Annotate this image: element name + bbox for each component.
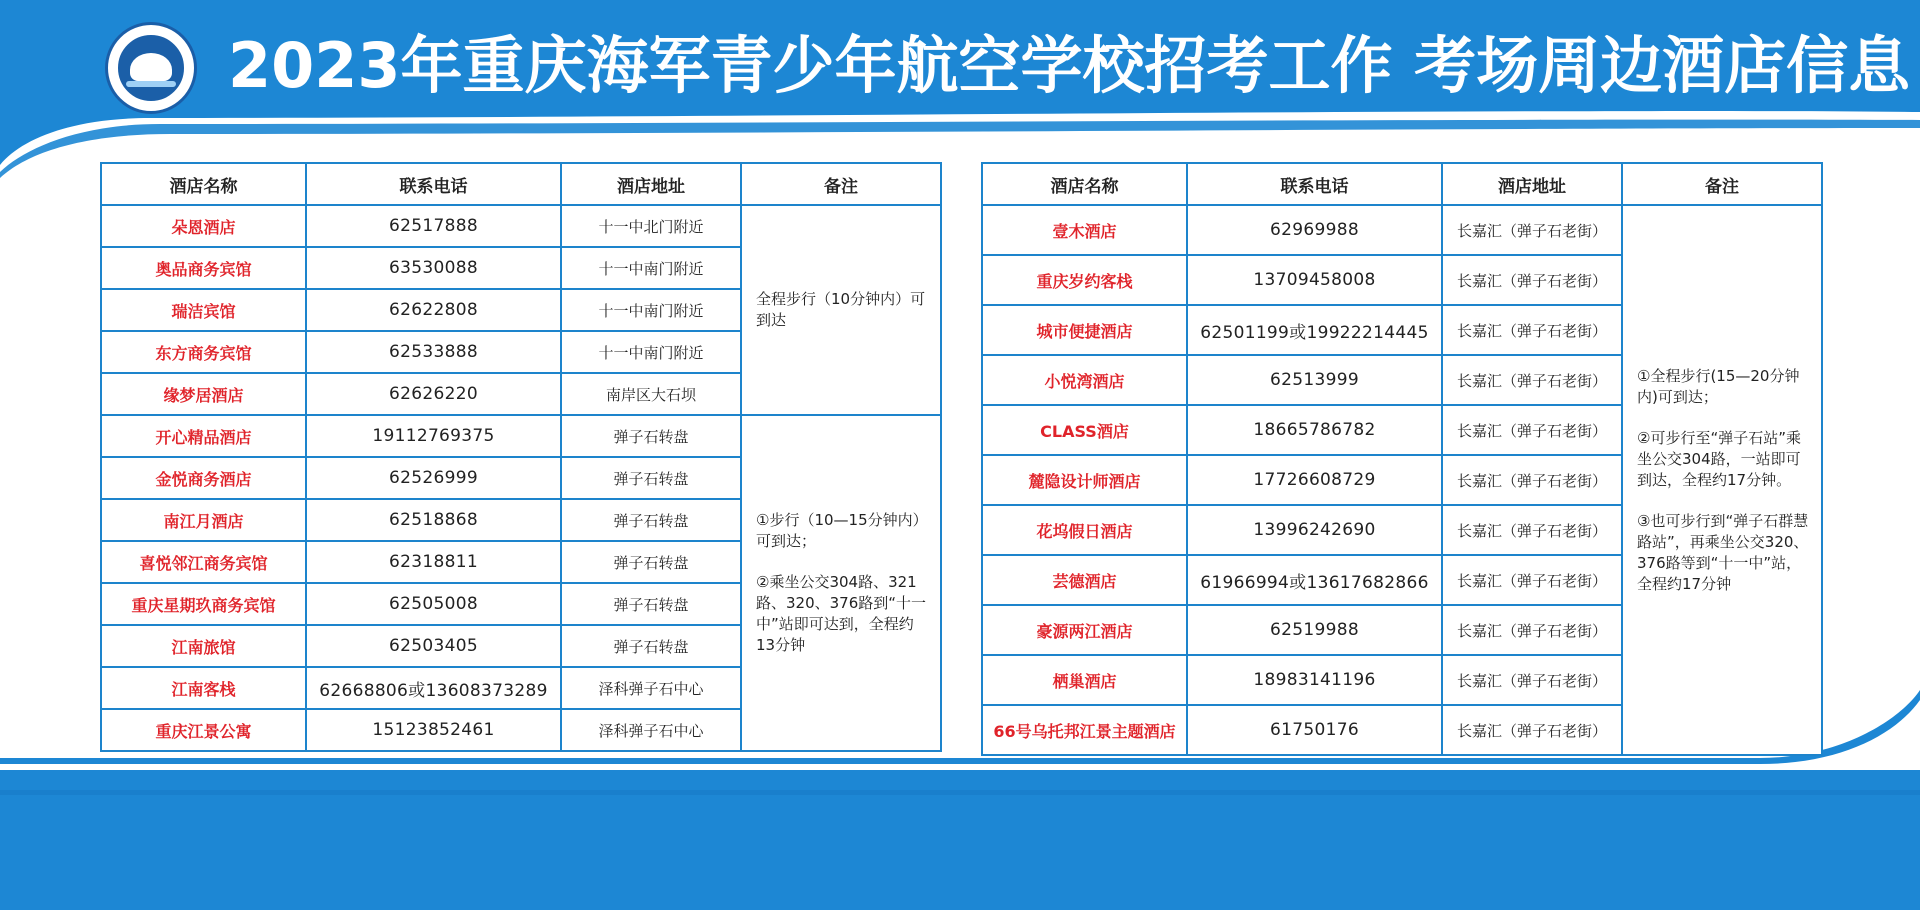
hotel-phone: 62318811 bbox=[306, 541, 561, 583]
hotel-phone: 63530088 bbox=[306, 247, 561, 289]
hotel-name: 东方商务宾馆 bbox=[101, 331, 306, 373]
hotel-address: 弹子石转盘 bbox=[561, 541, 741, 583]
page-title: 2023年重庆海军青少年航空学校招考工作 考场周边酒店信息 bbox=[228, 29, 1911, 102]
hotel-address: 弹子石转盘 bbox=[561, 499, 741, 541]
hotel-name: 城市便捷酒店 bbox=[982, 305, 1187, 355]
hotel-address: 十一中南门附近 bbox=[561, 331, 741, 373]
hotel-address: 十一中北门附近 bbox=[561, 205, 741, 247]
hotel-address: 长嘉汇（弹子石老街） bbox=[1442, 705, 1622, 755]
col-header-phone: 联系电话 bbox=[306, 163, 561, 205]
hotel-address: 长嘉汇（弹子石老街） bbox=[1442, 405, 1622, 455]
hotel-phone: 13709458008 bbox=[1187, 255, 1442, 305]
hotel-name: 66号乌托邦江景主题酒店 bbox=[982, 705, 1187, 755]
hotel-address: 长嘉汇（弹子石老街） bbox=[1442, 255, 1622, 305]
hotel-name: 缘梦居酒店 bbox=[101, 373, 306, 415]
hotel-name: 麓隐设计师酒店 bbox=[982, 455, 1187, 505]
hotel-address: 长嘉汇（弹子石老街） bbox=[1442, 505, 1622, 555]
hotel-phone: 13996242690 bbox=[1187, 505, 1442, 555]
hotel-name: 栖巢酒店 bbox=[982, 655, 1187, 705]
note-paragraph: ①全程步行(15—20分钟内)可到达； bbox=[1637, 366, 1800, 406]
hotel-address: 弹子石转盘 bbox=[561, 583, 741, 625]
hotel-name: 江南客栈 bbox=[101, 667, 306, 709]
col-header-address: 酒店地址 bbox=[1442, 163, 1622, 205]
table-row bbox=[101, 415, 941, 457]
table-row bbox=[982, 205, 1822, 255]
table-row bbox=[101, 205, 941, 247]
hotel-address: 长嘉汇（弹子石老街） bbox=[1442, 455, 1622, 505]
hotel-name: 金悦商务酒店 bbox=[101, 457, 306, 499]
hotel-phone: 15123852461 bbox=[306, 709, 561, 751]
hotel-address: 长嘉汇（弹子石老街） bbox=[1442, 205, 1622, 255]
hotel-table-right bbox=[981, 162, 1823, 756]
hotel-phone: 61750176 bbox=[1187, 705, 1442, 755]
col-header-note: 备注 bbox=[741, 163, 941, 205]
hotel-address: 长嘉汇（弹子石老街） bbox=[1442, 355, 1622, 405]
table-header-row bbox=[101, 163, 941, 205]
hotel-address: 泽科弹子石中心 bbox=[561, 667, 741, 709]
col-header-phone: 联系电话 bbox=[1187, 163, 1442, 205]
hotel-name: 江南旅馆 bbox=[101, 625, 306, 667]
hotel-address: 长嘉汇（弹子石老街） bbox=[1442, 655, 1622, 705]
hotel-phone: 62526999 bbox=[306, 457, 561, 499]
hotel-phone: 62626220 bbox=[306, 373, 561, 415]
hotel-address: 长嘉汇（弹子石老街） bbox=[1442, 305, 1622, 355]
hotel-phone: 62518868 bbox=[306, 499, 561, 541]
note-paragraph: 全程步行（10分钟内）可到达 bbox=[756, 290, 926, 329]
hotel-name: 奥品商务宾馆 bbox=[101, 247, 306, 289]
hotel-name: 南江月酒店 bbox=[101, 499, 306, 541]
hotel-phone: 62519988 bbox=[1187, 605, 1442, 655]
hotel-phone: 62503405 bbox=[306, 625, 561, 667]
hotel-address: 弹子石转盘 bbox=[561, 457, 741, 499]
hotel-name: 开心精品酒店 bbox=[101, 415, 306, 457]
col-header-note: 备注 bbox=[1622, 163, 1822, 205]
col-header-address: 酒店地址 bbox=[561, 163, 741, 205]
hotel-name: 喜悦邻江商务宾馆 bbox=[101, 541, 306, 583]
hotel-address: 长嘉汇（弹子石老街） bbox=[1442, 605, 1622, 655]
hotel-phone: 62533888 bbox=[306, 331, 561, 373]
hotel-phone: 62513999 bbox=[1187, 355, 1442, 405]
hotel-phone: 19112769375 bbox=[306, 415, 561, 457]
hotel-name: 豪源两江酒店 bbox=[982, 605, 1187, 655]
hotel-phone: 62668806或13608373289 bbox=[306, 667, 561, 709]
hotel-address: 十一中南门附近 bbox=[561, 289, 741, 331]
note-paragraph: ①步行（10—15分钟内）可到达； bbox=[756, 511, 928, 550]
col-header-name: 酒店名称 bbox=[101, 163, 306, 205]
hotel-address: 泽科弹子石中心 bbox=[561, 709, 741, 751]
hotel-phone: 62505008 bbox=[306, 583, 561, 625]
hotel-phone: 61966994或13617682866 bbox=[1187, 555, 1442, 605]
hotel-address: 南岸区大石坝 bbox=[561, 373, 741, 415]
hotel-phone: 18665786782 bbox=[1187, 405, 1442, 455]
hotel-address: 弹子石转盘 bbox=[561, 415, 741, 457]
hotel-address: 长嘉汇（弹子石老街） bbox=[1442, 555, 1622, 605]
hotel-table-left bbox=[100, 162, 942, 752]
hotel-name: 重庆岁约客栈 bbox=[982, 255, 1187, 305]
note-paragraph: ③也可步行到“弹子石群慧路站”，再乘坐公交320、376路等到“十一中”站，全程约17分钟 bbox=[1637, 511, 1809, 593]
hotel-name: 花坞假日酒店 bbox=[982, 505, 1187, 555]
hotel-name: 重庆星期玖商务宾馆 bbox=[101, 583, 306, 625]
hotel-phone: 18983141196 bbox=[1187, 655, 1442, 705]
note-paragraph: ②乘坐公交304路、321路、320、376路到“十一中”站即可达到，全程约13分钟 bbox=[756, 573, 927, 654]
hotel-address: 十一中南门附近 bbox=[561, 247, 741, 289]
table-header-row bbox=[982, 163, 1822, 205]
hotel-phone: 62969988 bbox=[1187, 205, 1442, 255]
hotel-address: 弹子石转盘 bbox=[561, 625, 741, 667]
hotel-phone: 62517888 bbox=[306, 205, 561, 247]
hotel-phone: 17726608729 bbox=[1187, 455, 1442, 505]
school-emblem-icon bbox=[105, 22, 197, 114]
note-cell-directions bbox=[1622, 205, 1822, 755]
hotel-name: CLASS酒店 bbox=[982, 405, 1187, 455]
hotel-name: 芸德酒店 bbox=[982, 555, 1187, 605]
hotel-name: 瑞洁宾馆 bbox=[101, 289, 306, 331]
hotel-name: 朵恩酒店 bbox=[101, 205, 306, 247]
hotel-phone: 62501199或19922214445 bbox=[1187, 305, 1442, 355]
note-paragraph: ②可步行至“弹子石站”乘坐公交304路，一站即可到达，全程约17分钟。 bbox=[1637, 428, 1801, 489]
col-header-name: 酒店名称 bbox=[982, 163, 1187, 205]
hotel-name: 小悦湾酒店 bbox=[982, 355, 1187, 405]
hotel-name: 重庆江景公寓 bbox=[101, 709, 306, 751]
hotel-name: 壹木酒店 bbox=[982, 205, 1187, 255]
note-cell-bus bbox=[741, 415, 941, 751]
note-cell-walk bbox=[741, 205, 941, 415]
hotel-phone: 62622808 bbox=[306, 289, 561, 331]
